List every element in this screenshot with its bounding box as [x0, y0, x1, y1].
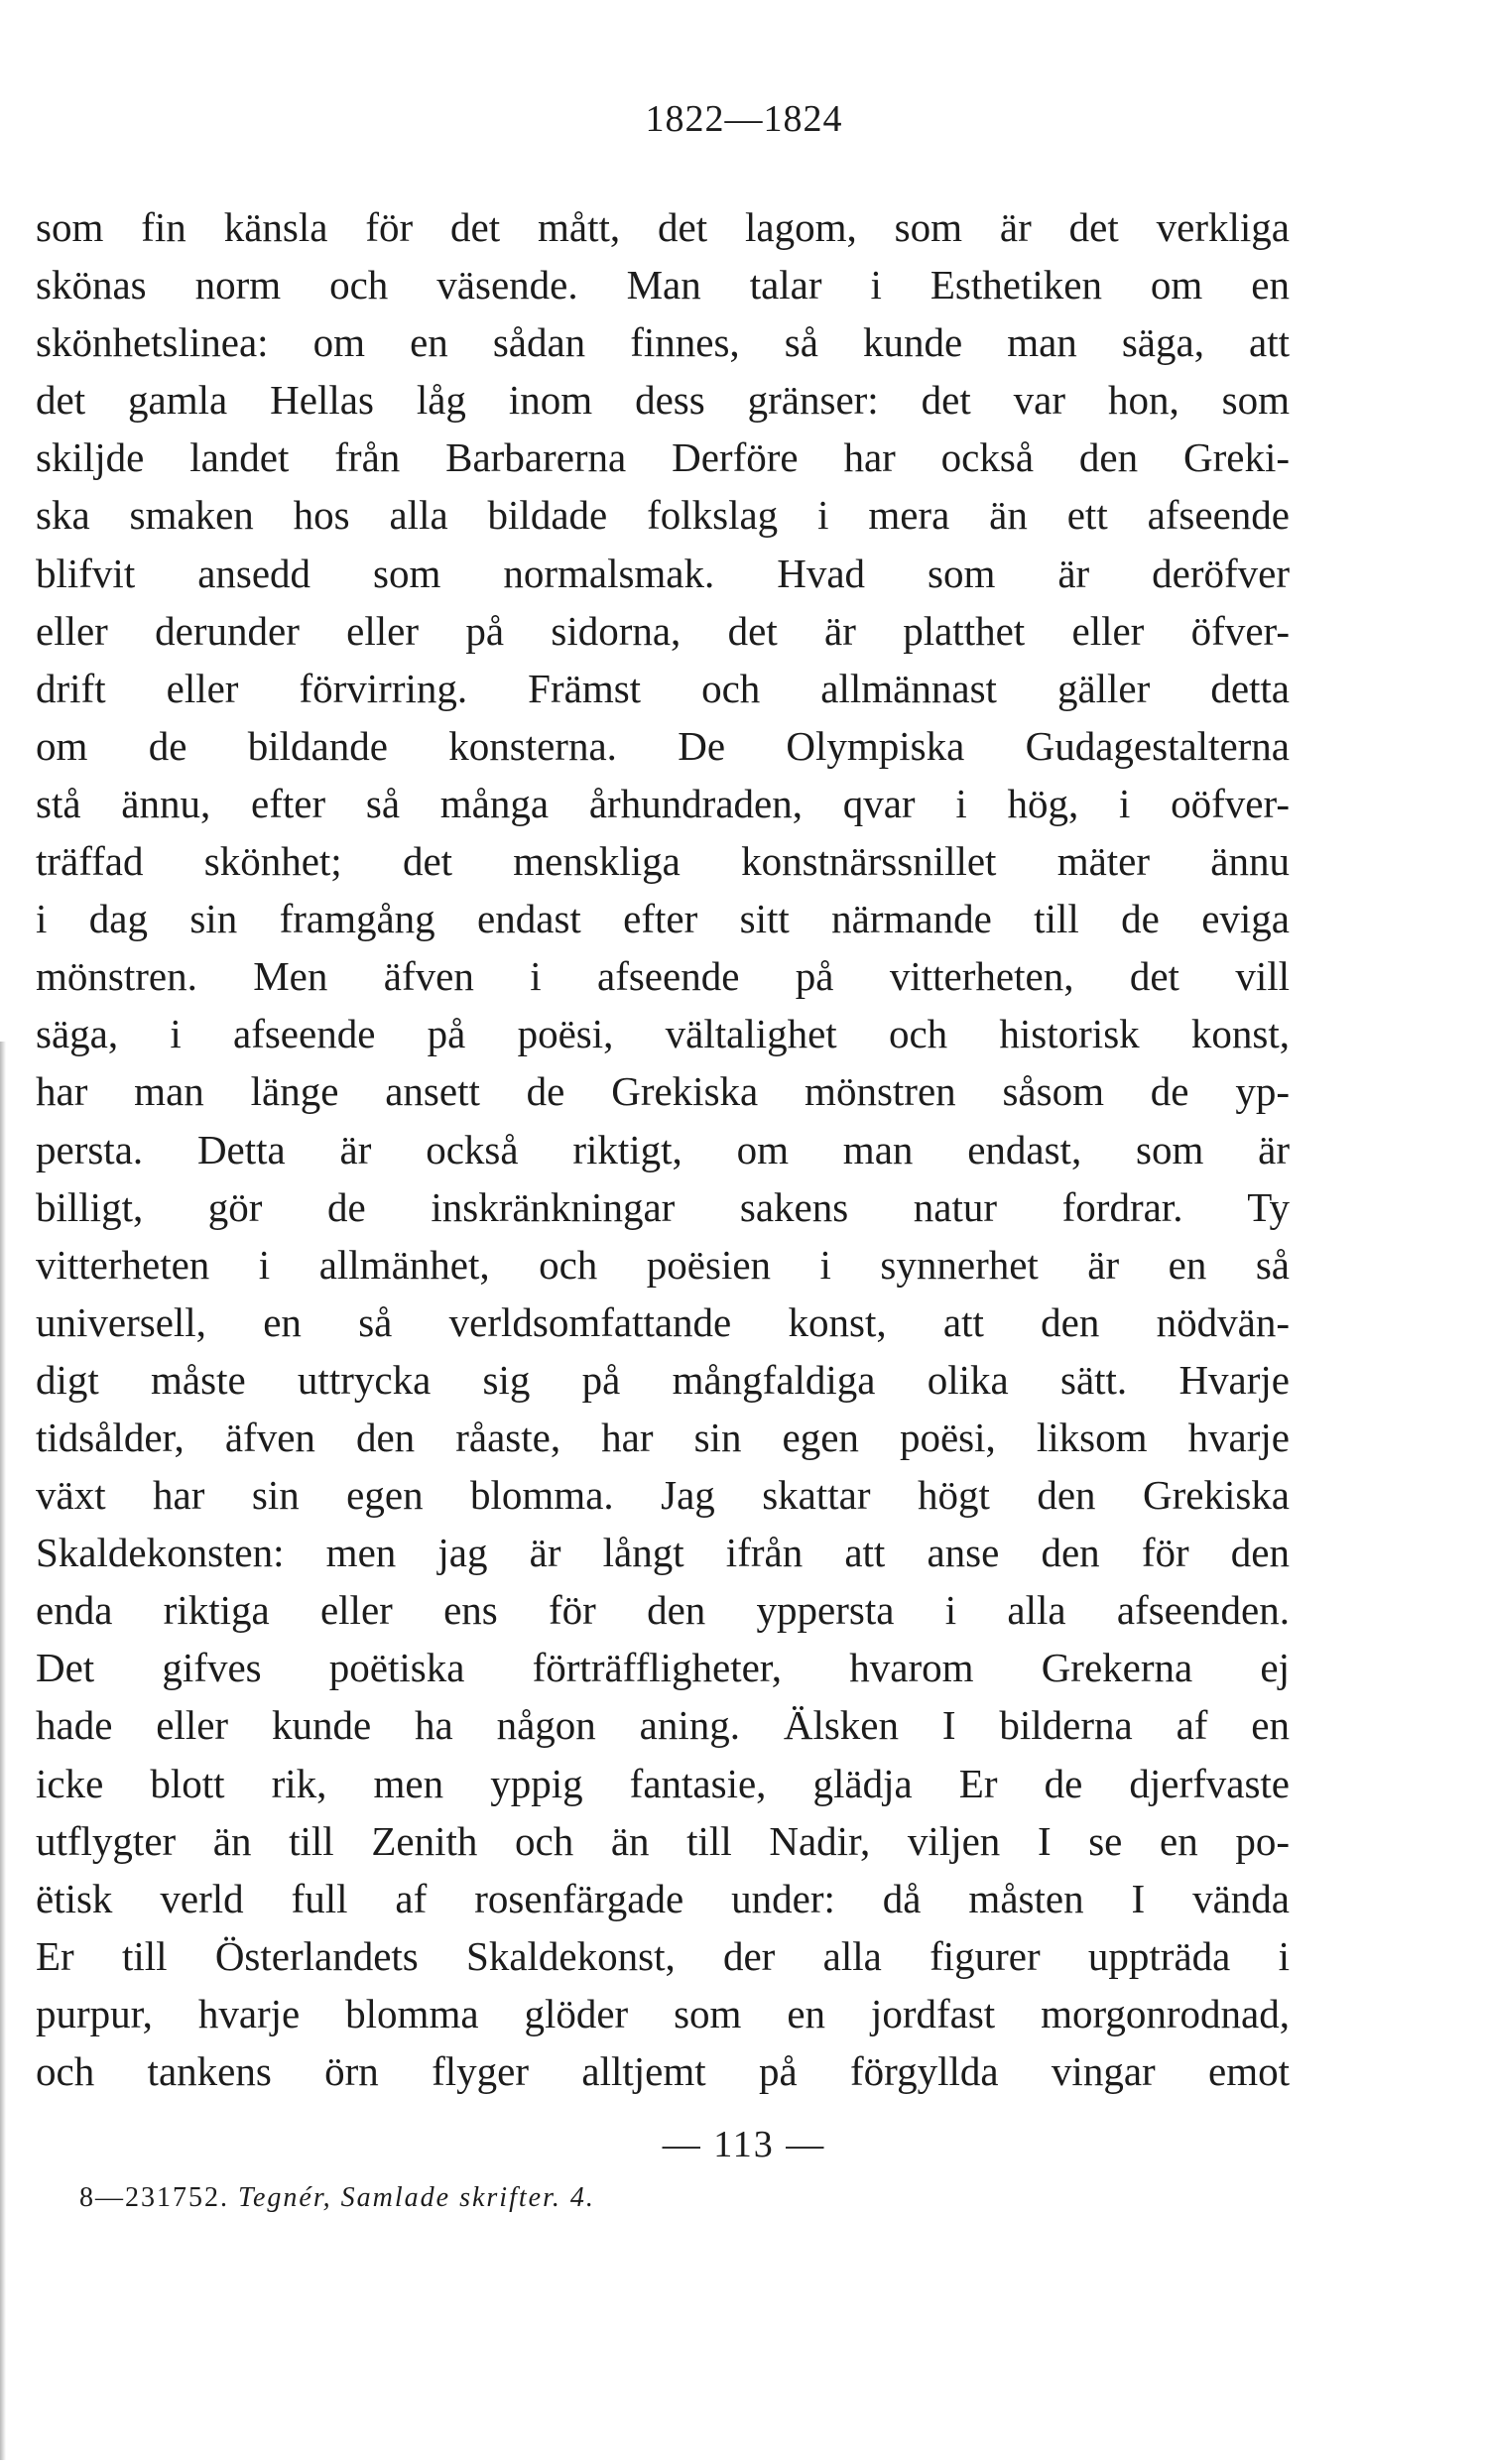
text-line: hade eller kunde ha någon aning. Älsken I bilderna af en [36, 1702, 1290, 1749]
text-line: skiljde landet från Barbarerna Derföre har också den Greki- [36, 434, 1290, 481]
text-line: och tankens örn flyger alltjemt på förgyllda vingar emot [36, 2048, 1290, 2094]
text-line: ska smaken hos alla bildade folkslag i mera än ett afseende [36, 492, 1290, 539]
text-line: tidsålder, äfven den råaste, har sin egen poësi, liksom hvarje [36, 1414, 1290, 1460]
page-number: — 113 — [662, 2124, 826, 2165]
text-line: Er till Österlandets Skaldekonst, der alla figurer uppträda i [36, 1932, 1290, 1979]
binding-shadow [0, 1042, 6, 2460]
text-line: ëtisk verld full af rosenfärgade under: då måsten I vända [36, 1875, 1290, 1921]
text-line: icke blott rik, men yppig fantasie, glädja Er de djerfvaste [36, 1760, 1290, 1806]
text-line: har man länge ansett de Grekiska mönstren såsom de yp- [36, 1068, 1290, 1115]
text-line: stå ännu, efter så många århundraden, qvar i hög, i oöfver- [36, 780, 1290, 826]
text-line: skönas norm och väsende. Man talar i Esthetiken om en [36, 262, 1290, 308]
text-line: som fin känsla för det mått, det lagom, som är det verkliga [36, 204, 1290, 250]
text-line: säga, i afseende på poësi, vältalighet och historisk konst, [36, 1011, 1290, 1057]
text-line: enda riktiga eller ens för den yppersta i alla afseenden. [36, 1587, 1290, 1634]
text-line: utflygter än till Zenith och än till Nadir, viljen I se en po- [36, 1817, 1290, 1864]
text-line: blifvit ansedd som normalsmak. Hvad som är deröfver [36, 550, 1290, 596]
text-line: billigt, gör de inskränkningar sakens natur fordrar. Ty [36, 1183, 1290, 1230]
text-line: purpur, hvarje blomma glöder som en jordfast morgonrodnad, [36, 1990, 1290, 2036]
text-line: eller derunder eller på sidorna, det är platthet eller öfver- [36, 607, 1290, 654]
text-line: det gamla Hellas låg inom dess gränser: det var hon, som [36, 377, 1290, 424]
text-line: i dag sin framgång endast efter sitt närmande till de eviga [36, 896, 1290, 942]
signature-number: 8—231752. [79, 2182, 229, 2213]
text-line: om de bildande konsterna. De Olympiska Gudagestalterna [36, 722, 1290, 769]
text-line: växt har sin egen blomma. Jag skattar högt den Grekiska [36, 1472, 1290, 1519]
text-line: universell, en så verldsomfattande konst, att den nödvän- [36, 1298, 1290, 1345]
text-line: Skaldekonsten: men jag är långt ifrån att anse den för den [36, 1530, 1290, 1576]
text-line: mönstren. Men äfven i afseende på vitterheten, det vill [36, 953, 1290, 1000]
text-line: Det gifves poëtiska förträffligheter, hvarom Grekerna ej [36, 1645, 1290, 1691]
text-line: träffad skönhet; det menskliga konstnärssnillet mäter ännu [36, 838, 1290, 885]
text-line: drift eller förvirring. Främst och allmännast gäller detta [36, 665, 1290, 711]
signature-line [79, 2182, 595, 2214]
running-head: 1822—1824 [645, 98, 843, 140]
body-text [36, 198, 1290, 2100]
text-line: digt måste uttrycka sig på mångfaldiga olika sätt. Hvarje [36, 1356, 1290, 1403]
text-line: skönhetslinea: om en sådan finnes, så kunde man säga, att [36, 319, 1290, 366]
text-line: vitterheten i allmänhet, och poësien i synnerhet är en så [36, 1241, 1290, 1288]
signature-title: Tegnér, Samlade skrifter. 4. [238, 2182, 595, 2213]
text-line: persta. Detta är också riktigt, om man endast, som är [36, 1126, 1290, 1172]
